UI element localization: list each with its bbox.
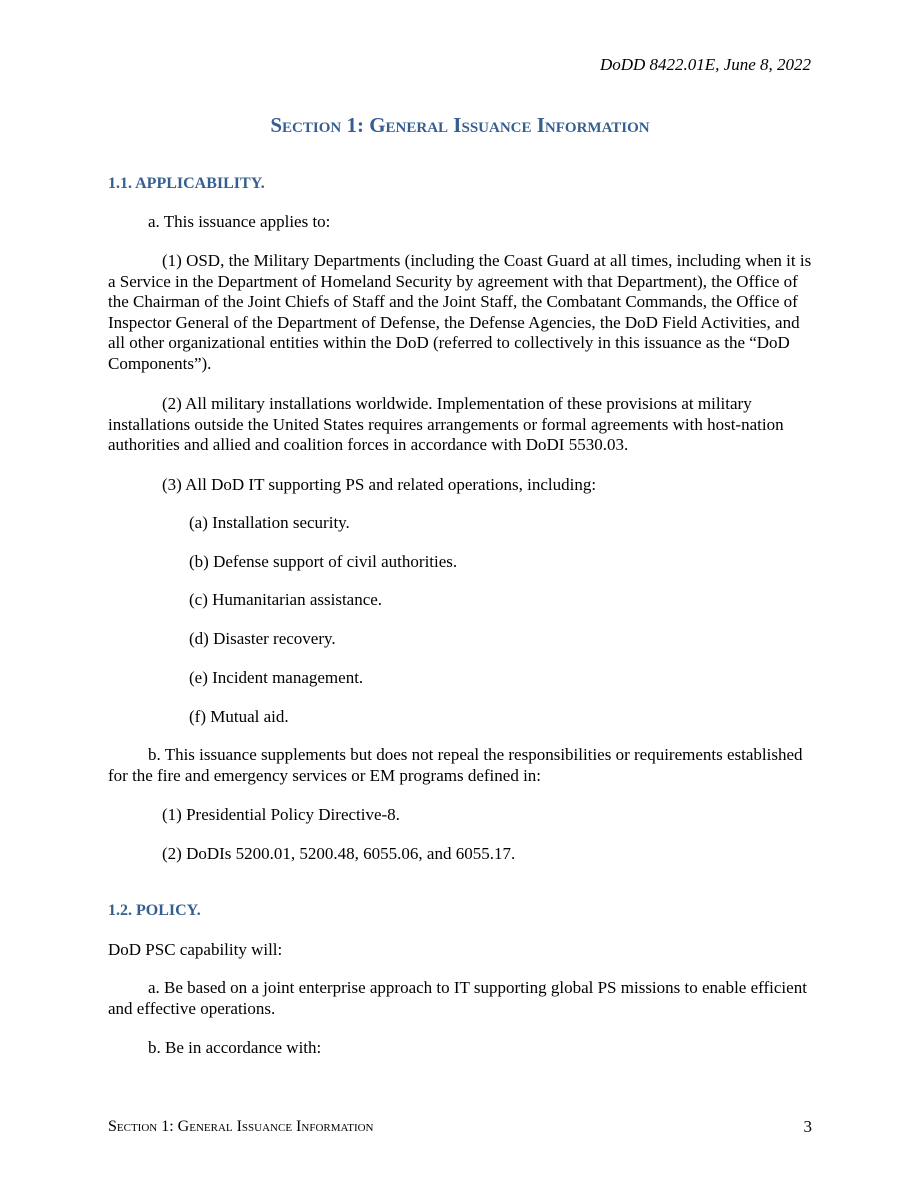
para-1-1-b-1: (1) Presidential Policy Directive-8. — [162, 805, 400, 824]
document-header: DoDD 8422.01E, June 8, 2022 — [599, 55, 811, 74]
section-title: Section 1: General Issuance Information — [270, 113, 650, 137]
para-1-1-a: a. This issuance applies to: — [148, 212, 331, 231]
para-1-2-intro: DoD PSC capability will: — [108, 940, 283, 959]
para-1-2-a: a. Be based on a joint enterprise approach to IT supporting global PS missions to enable efficient and effective operations. — [108, 978, 807, 1018]
list-item: (d) Disaster recovery. — [189, 629, 336, 648]
para-1-2-b: b. Be in accordance with: — [148, 1038, 322, 1057]
page-number: 3 — [803, 1117, 812, 1136]
para-1-1-a-3: (3) All DoD IT supporting PS and related operations, including: — [162, 475, 597, 494]
para-1-1-a-1: (1) OSD, the Military Departments (including the Coast Guard at all times, including when it is a Service in the Department of Homeland Security by agreement with that Department), the Office of the Chairman of the Joint Chiefs of Staff and the Joint Staff, the Combatant Commands, the Office of Inspector General of the Department of Defense, the Defense Agencies, the DoD Field Activities, and all other organizational entities within the DoD (referred to collectively in this issuance as the “DoD Components”). — [108, 251, 812, 373]
list-item: (b) Defense support of civil authorities. — [189, 552, 458, 571]
list-item: (f) Mutual aid. — [189, 707, 289, 726]
list-item: (e) Incident management. — [189, 668, 364, 687]
heading-applicability: 1.1. APPLICABILITY. — [108, 175, 265, 192]
list-item: (a) Installation security. — [189, 513, 350, 532]
footer-section-label: Section 1: General Issuance Information — [108, 1118, 374, 1135]
para-1-1-b-2: (2) DoDIs 5200.01, 5200.48, 6055.06, and 6055.17. — [162, 844, 516, 863]
heading-policy: 1.2. POLICY. — [108, 902, 201, 919]
para-1-1-a-2: (2) All military installations worldwide. Implementation of these provisions at military installations outside the United States requires arrangements or formal agreements with host-nation authorities and allied and coalition forces in accordance with DoDI 5530.03. — [108, 394, 784, 454]
list-item: (c) Humanitarian assistance. — [189, 590, 383, 609]
para-1-1-b: b. This issuance supplements but does not repeal the responsibilities or requirements established for the fire and emergency services or EM programs defined in: — [108, 745, 803, 785]
